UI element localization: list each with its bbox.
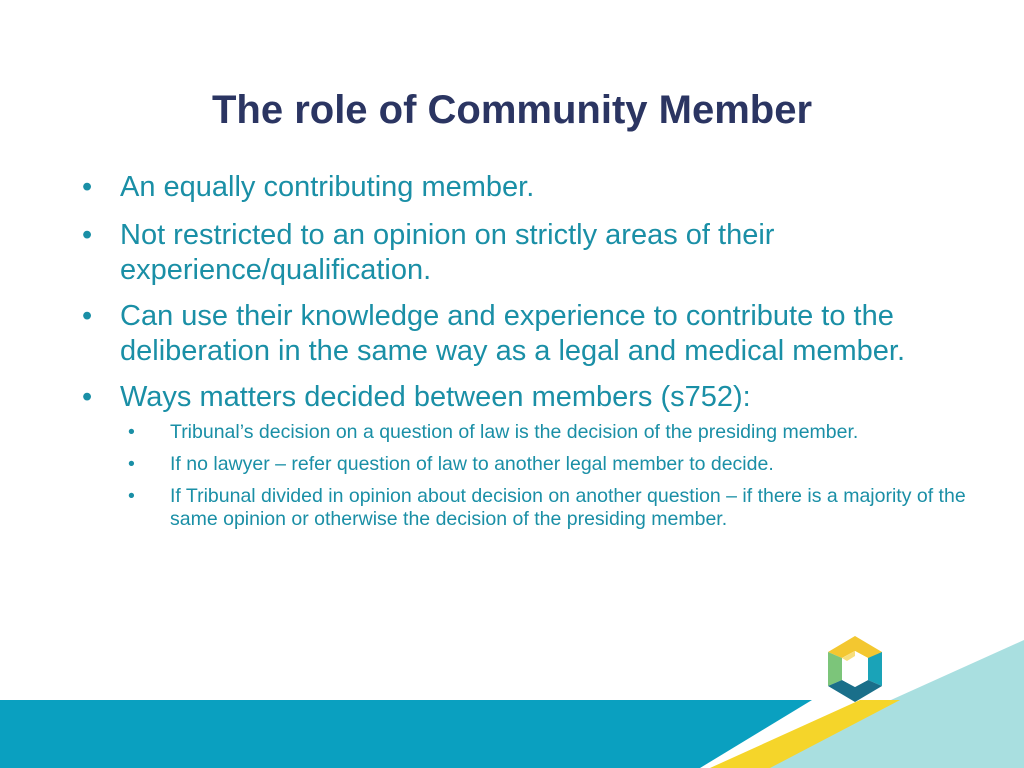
- bullet-item: • An equally contributing member.: [78, 170, 968, 205]
- sub-bullet-item: • If no lawyer – refer question of law to another legal member to decide.: [120, 453, 968, 476]
- bullet-item-text: Ways matters decided between members (s752):: [120, 381, 751, 413]
- sub-bullet-item: • Tribunal’s decision on a question of law is the decision of the presiding member.: [120, 421, 968, 444]
- bullet-item: • Not restricted to an opinion on strictly areas of their experience/qualification.: [78, 218, 968, 288]
- sub-bullet-list: [120, 421, 968, 531]
- slide-title: The role of Community Member: [211, 88, 813, 132]
- bullet-item: • Can use their knowledge and experience to contribute to the deliberation in the same way as a legal and medical member.: [78, 299, 968, 369]
- hexagon-logo-icon: [826, 636, 884, 702]
- sub-bullet-item: • If Tribunal divided in opinion about decision on another question – if there is a majority of the same opinion or otherwise the decision of the presiding member.: [120, 485, 968, 531]
- bullet-list: [78, 170, 968, 544]
- bullet-item-with-subitems: [78, 380, 968, 531]
- teal-band: [0, 700, 812, 768]
